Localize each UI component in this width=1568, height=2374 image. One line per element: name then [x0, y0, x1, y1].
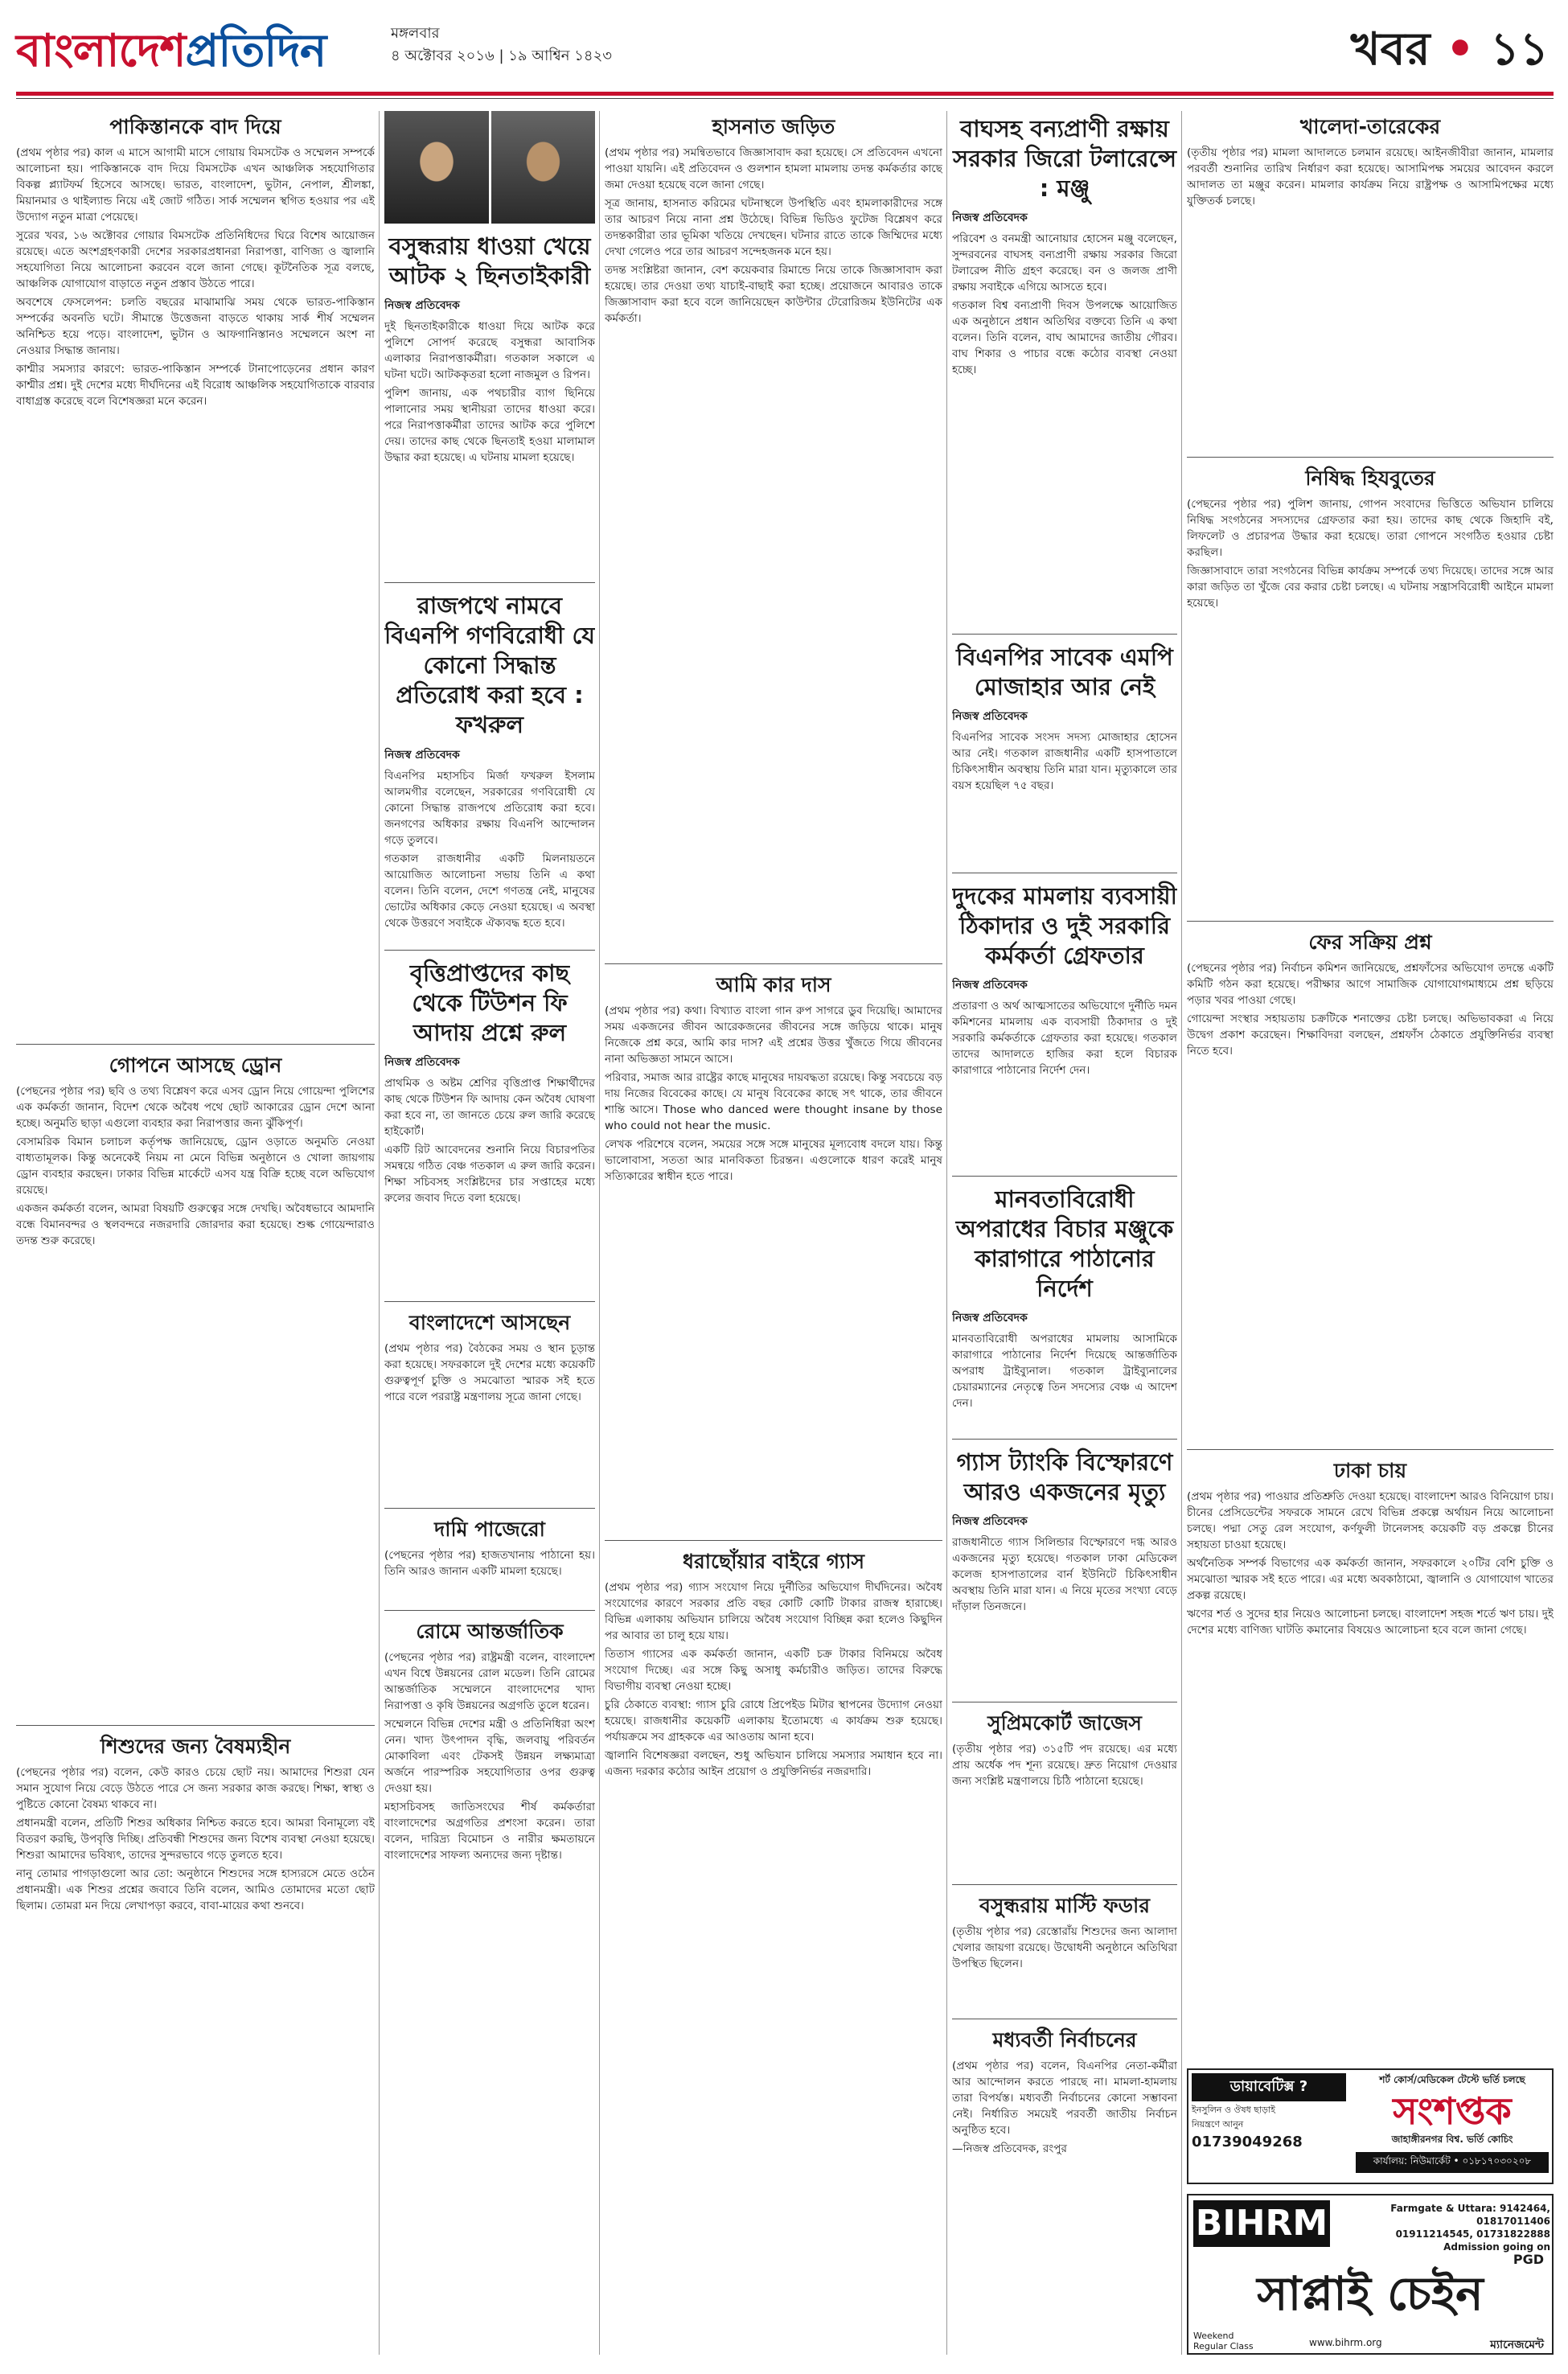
- article-paragraph: তদন্ত সংশ্লিষ্টরা জানান, বেশ কয়েকবার রিমান্ডে নিয়ে তাকে জিজ্ঞাসাবাদ করা হয়েছে। তার দেওয়া তথ্য যাচাই-বাছাই করা হচ্ছে। প্রয়োজনে আবারও তাকে জিজ্ঞাসাবাদ করা হবে বলে জানিয়েছেন কাউন্টার টেরোরিজম ইউনিটের এক কর্মকর্তা।: [605, 264, 942, 325]
- logo-text-part2: প্রতিদিন: [185, 25, 326, 77]
- article-body: [1187, 496, 1554, 611]
- article-paragraph: অবশেষে ফেসলেপন: চলতি বছরের মাঝামাঝি সময় থেকে ভারত-পাকিস্তান সম্পর্কের অবনতি ঘটে। সীমান্তে উত্তেজনা বাড়তে থাকায় সার্ক শীর্ষ সম্মেলন অনিশ্চিত হয়ে পড়ে। বাংলাদেশ, ভুটান ও আফগানিস্তানও সম্মেলনে অংশ না নেওয়ার সিদ্ধান্ত জানায়।: [16, 296, 375, 357]
- article-headline[interactable]: ঢাকা চায়: [1333, 1459, 1407, 1482]
- article-headline[interactable]: শিশুদের জন্য বৈষম্যহীন: [100, 1735, 291, 1758]
- article-tuition[interactable]: [384, 955, 595, 1293]
- ad-diabetes-phone[interactable]: 01739049268: [1192, 2134, 1303, 2150]
- article-body: [384, 1075, 595, 1206]
- article-paragraph: সম্মেলনে বিভিন্ন দেশের মন্ত্রী ও প্রতিনিধিরা অংশ নেন। খাদ্য উৎপাদন বৃদ্ধি, জলবায়ু পরিবর্তন মোকাবিলা এবং টেকসই উন্নয়ন লক্ষ্যমাত্রা অর্জনে পারস্পরিক সহযোগিতার ওপর গুরুত্ব দেওয়া হয়।: [384, 1718, 595, 1795]
- article-paragraph: প্রাথমিক ও অষ্টম শ্রেণির বৃত্তিপ্রাপ্ত শিক্ষার্থীদের কাছ থেকে টিউশন ফি আদায় কেন অবৈধ ঘোষণা করা হবে না, তা জানতে চেয়ে রুল জারি করেছে হাইকোর্ট।: [384, 1077, 595, 1139]
- article-body: [952, 998, 1177, 1078]
- article-bnp[interactable]: [384, 588, 595, 942]
- article-headline[interactable]: বিএনপির সাবেক এমপি মোজাহার আর নেই: [956, 643, 1173, 701]
- article-body: [605, 1579, 942, 1780]
- article-separator: [605, 1540, 942, 1541]
- section-label: [1351, 14, 1549, 90]
- ad-diabetes-panel: [1188, 2070, 1349, 2183]
- article-paragraph: (তৃতীয় পৃষ্ঠার পর) রেস্তোরাঁয় শিশুদের জন্য আলাদা খেলার জায়গা রয়েছে। উদ্বোধনী অনুষ্ঠানে অতিথিরা উপস্থিত ছিলেন।: [952, 1925, 1177, 1970]
- article-paragraph: গতকাল বিশ্ব বন্যপ্রাণী দিবস উপলক্ষে আয়োজিত এক অনুষ্ঠানে প্রধান অতিথির বক্তব্যে তিনি এ কথা বলেন। তিনি বলেন, বাঘ আমাদের জাতীয় গৌরব। বাঘ শিকার ও পাচার বন্ধে কঠোর ব্যবস্থা নেওয়া হচ্ছে।: [952, 299, 1177, 377]
- article-headline[interactable]: গ্যাস ট্যাংকি বিস্ফোরণে আরও একজনের মৃত্যু: [956, 1448, 1173, 1506]
- article-body: [1187, 960, 1554, 1059]
- article-headline[interactable]: সুপ্রিমকোর্ট জাজেস: [987, 1711, 1142, 1735]
- article-headline[interactable]: দুদকের মামলায় ব্যবসায়ী ঠিকাদার ও দুই সরকারি কর্মকর্তা গ্রেফতার: [952, 882, 1177, 970]
- article-body: [384, 1547, 595, 1579]
- column-3: [605, 111, 942, 2355]
- article-byline: নিজস্ব প্রতিবেদক: [384, 1056, 460, 1070]
- column-5: [1187, 111, 1554, 2057]
- bullet-dot-icon: •: [1430, 23, 1491, 76]
- ad-bihrm-regular: Regular Class: [1193, 2341, 1254, 2351]
- article-paragraph: (পেছনের পৃষ্ঠার পর) বলেন, কেউ কারও চেয়ে ছোট নয়। আমাদের শিশুরা যেন সমান সুযোগ নিয়ে বেড়ে উঠতে পারে সে জন্য সরকার কাজ করছে। শিক্ষা, স্বাস্থ্য ও পুষ্টিতে কোনো বৈষম্য থাকবে না।: [16, 1766, 375, 1811]
- article-paragraph: (তৃতীয় পৃষ্ঠার পর) ৩১৫টি পদ রয়েছে। এর মধ্যে প্রায় অর্ধেক পদ শূন্য রয়েছে। দ্রুত নিয়োগ দেওয়ার জন্য সংশ্লিষ্ট মন্ত্রণালয়ে চিঠি পাঠানো হয়েছে।: [952, 1743, 1177, 1788]
- article-paragraph: চুরি ঠেকাতে ব্যবস্থা: গ্যাস চুরি রোধে প্রিপেইড মিটার স্থাপনের উদ্যোগ নেওয়া হয়েছে। রাজধানীর কয়েকটি এলাকায় ইতোমধ্যে এ কার্যক্রম শুরু হয়েছে। পর্যায়ক্রমে সব গ্রাহককে এর আওতায় আনা হবে।: [605, 1698, 942, 1744]
- article-paragraph: পুলিশ জানায়, এক পথচারীর ব্যাগ ছিনিয়ে পালানোর সময় স্থানীয়রা তাদের ধাওয়া করে। পরে নিরাপত্তাকর্মীরা তাদের আটক করে পুলিশে দেয়। তাদের কাছ থেকে ছিনতাই হওয়া মালামাল উদ্ধার করা হয়েছে। এ ঘটনায় মামলা হয়েছে।: [384, 387, 595, 465]
- masthead-rule: [16, 92, 1554, 96]
- suspect-photo-1: [384, 111, 489, 224]
- article-paragraph: বিএনপির মহাসচিব মির্জা ফখরুল ইসলাম আলমগীর বলেছেন, সরকারের গণবিরোধী যে কোনো সিদ্ধান্ত রাজপথে প্রতিরোধ করা হবে। জনগণের অধিকার রক্ষায় বিএনপি আন্দোলন গড়ে তুলবে।: [384, 769, 595, 847]
- article-headline[interactable]: ফের সক্রিয় প্রশ্ন: [1308, 930, 1432, 954]
- article-headline[interactable]: ধরাছোঁয়ার বাইরে গ্যাস: [683, 1550, 864, 1573]
- article-paragraph: প্রতারণা ও অর্থ আত্মসাতের অভিযোগে দুর্নীতি দমন কমিশনের মামলায় এক ব্যবসায়ী ঠিকাদার ও দুই সরকারি কর্মকর্তাকে গ্রেফতার করা হয়েছে। গতকাল তাদের আদালতে হাজির করা হলে বিচারক কারাগারে পাঠানোর নির্দেশ দেন।: [952, 1000, 1177, 1078]
- article-drone[interactable]: [16, 1049, 375, 1717]
- article-headline[interactable]: রোমে আন্তর্জাতিক: [416, 1620, 564, 1643]
- article-body: [605, 1003, 942, 1185]
- article-paragraph: (পেছনের পৃষ্ঠার পর) পুলিশ জানায়, গোপন সংবাদের ভিত্তিতে অভিযান চালিয়ে নিষিদ্ধ সংগঠনের সদস্যদের গ্রেফতার করা হয়। তাদের কাছ থেকে জিহাদি বই, লিফলেট ও প্রচারপত্র উদ্ধার করা হয়েছে। তারা গোপনে সংগঠিত হওয়ার চেষ্টা করছিল।: [1187, 498, 1554, 559]
- article-byline: নিজস্ব প্রতিবেদক: [952, 979, 1028, 992]
- column-divider: [379, 111, 380, 2355]
- article-paragraph: (পেছনের পৃষ্ঠার পর) হাজতখানায় পাঠানো হয়। তিনি আরও জানান একটি মামলা হয়েছে।: [384, 1549, 595, 1578]
- article-pajero[interactable]: [384, 1514, 595, 1602]
- article-paragraph: বিএনপির সাবেক সংসদ সদস্য মোজাহার হোসেন আর নেই। গতকাল রাজধানীর একটি হাসপাতালে চিকিৎসাধীন অবস্থায় তিনি মারা যান। মৃত্যুকালে তার বয়স হয়েছিল ৭৫ বছর।: [952, 731, 1177, 793]
- article-paragraph: (প্রথম পৃষ্ঠার পর) বৈঠকের সময় ও স্থান চূড়ান্ত করা হয়েছে। সফরকালে দুই দেশের মধ্যে কয়েকটি গুরুত্বপূর্ণ চুক্তি ও সমঝোতা স্মারক সই হতে পারে বলে পররাষ্ট্র মন্ত্রণালয় সূত্রে জানা গেছে।: [384, 1342, 595, 1403]
- ad-bihrm-addr1: Farmgate & Uttara: 9142464, 01817011406: [1390, 2203, 1550, 2227]
- article-whose[interactable]: [605, 969, 942, 1532]
- article-body: [384, 768, 595, 931]
- column-divider: [599, 111, 600, 2355]
- article-war[interactable]: [952, 1181, 1177, 1431]
- suspect-photo-2: [489, 111, 596, 224]
- article-body: [952, 1534, 1177, 1615]
- column-divider: [946, 111, 947, 2355]
- article-headline[interactable]: রাজপথে নামবে বিএনপি গণবিরোধী যে কোনো সিদ্ধান্ত প্রতিরোধ করা হবে : ফখরুল: [384, 592, 595, 739]
- article-headline[interactable]: নিষিদ্ধ হিযবুতের: [1305, 466, 1435, 490]
- article-byline: নিজস্ব প্রতিবেদক: [952, 710, 1028, 724]
- article-pakistan[interactable]: [16, 111, 375, 1036]
- article-body: [952, 729, 1177, 794]
- article-body: [16, 1083, 375, 1249]
- article-paragraph: —নিজস্ব প্রতিবেদক, রংপুর: [952, 2142, 1067, 2155]
- article-paragraph: মানবতাবিরোধী অপরাধের মামলায় আসামিকে কারাগারে পাঠানোর নির্দেশ দিয়েছে আন্তর্জাতিক অপরাধ ট্রাইব্যুনাল। গতকাল ট্রাইব্যুনালের চেয়ারম্যানের নেতৃত্বে তিন সদস্যের বেঞ্চ এ আদেশ দেন।: [952, 1333, 1177, 1411]
- ad-bihrm-course: সাপ্লাই চেইন: [1257, 2266, 1484, 2321]
- article-paragraph: বেসামরিক বিমান চলাচল কর্তৃপক্ষ জানিয়েছে, ড্রোন ওড়াতে অনুমতি নেওয়া বাধ্যতামূলক। কিন্তু অনেকেই নিয়ম না মেনে বিভিন্ন অনুষ্ঠানে ও খোলা জায়গায় ড্রোন ব্যবহার করছেন। ঢাকার বিভিন্ন মার্কেটে এসব যন্ত্র বিক্রি হচ্ছে বলে অভিযোগ রয়েছে।: [16, 1136, 375, 1197]
- article-rome[interactable]: [384, 1616, 595, 1994]
- article-judges[interactable]: [952, 1707, 1177, 1876]
- article-dhaka[interactable]: [1187, 1455, 1554, 2050]
- article-body: [605, 145, 942, 327]
- article-headline[interactable]: খালেদা-তারেকের: [1299, 115, 1441, 138]
- article-paragraph: গতকাল রাজধানীর একটি মিলনায়তনে আয়োজিত আলোচনা সভায় তিনি এ কথা বলেন। তিনি বলেন, দেশে গণতন্ত্র নেই, মানুষের ভোটের অধিকার কেড়ে নেওয়া হয়েছে। এ অবস্থা থেকে উত্তরণে সবাইকে ঐক্যবদ্ধ হতে হবে।: [384, 852, 595, 930]
- article-headline[interactable]: বৃত্তিপ্রাপ্তদের কাছ থেকে টিউশন ফি আদায় প্রশ্নে রুল: [409, 959, 570, 1047]
- section-name: খবর: [1350, 23, 1430, 76]
- page-number: ১১: [1490, 23, 1549, 76]
- article-hasnat[interactable]: [605, 111, 942, 955]
- ad-coaching-panel: [1353, 2070, 1552, 2183]
- issue-full-date: ৪ অক্টোবর ২০১৬ | ১৯ আশ্বিন ১৪২৩: [391, 47, 612, 64]
- advertisement-bihrm[interactable]: [1187, 2194, 1554, 2355]
- ad-bihrm-pgd: PGD: [1513, 2252, 1544, 2267]
- issue-day: মঙ্গলবার: [391, 25, 440, 42]
- article-paragraph: জ্বালানি বিশেষজ্ঞরা বলছেন, শুধু অভিযান চালিয়ে সমস্যার সমাধান হবে না। এজন্য দরকার কঠোর আইন প্রয়োগ ও প্রযুক্তিনির্ভর নজরদারি।: [605, 1749, 942, 1778]
- masthead-rule-thin: [16, 98, 1554, 99]
- article-paragraph: মহাসচিবসহ জাতিসংঘের শীর্ষ কর্মকর্তারা বাংলাদেশের অগ্রগতির প্রশংসা করেন। তারা বলেন, দারিদ্র্য বিমোচন ও নারীর ক্ষমতায়নে বাংলাদেশের সাফল্য অন্যদের জন্য দৃষ্টান্ত।: [384, 1801, 595, 1862]
- article-body: [384, 318, 595, 466]
- article-paragraph: পরিবার, সমাজ আর রাষ্ট্রের কাছে মানুষের দায়বদ্ধতা রয়েছে। কিন্তু সবচেয়ে বড় দায় নিজের বিবেকের কাছে। যে মানুষ বিবেকের কাছে সৎ থাকে, তার জীবনে শান্তি আসে। Those who danced were thought insane by those who could not hear the music.: [605, 1071, 942, 1132]
- article-separator: [16, 1725, 375, 1726]
- article-body: [1187, 1489, 1554, 1638]
- article-exmp[interactable]: [952, 639, 1177, 865]
- ad-coaching-contact[interactable]: কার্যালয়: নিউমার্কেট • ০১৮১৭০৩০২০৮: [1356, 2152, 1549, 2173]
- article-body: [952, 1331, 1177, 1411]
- article-paragraph: সূত্র জানায়, হাসনাত করিমের ঘটনাস্থলে উপস্থিতি এবং হামলাকারীদের সঙ্গে তার আচরণ নিয়ে নানা প্রশ্ন উঠেছে। বিভিন্ন ভিডিও ফুটেজ বিশ্লেষণ করে তদন্তকারীরা তার ভূমিকা খতিয়ে দেখছেন। ঘটনার রাতে তাকে জিম্মিদের মধ্যে দেখা গেলেও পরে তার আচরণ সন্দেহজনক মনে হয়।: [605, 197, 942, 258]
- article-paragraph: জিজ্ঞাসাবাদে তারা সংগঠনের বিভিন্ন কার্যক্রম সম্পর্কে তথ্য দিয়েছে। তাদের সঙ্গে আর কারা জড়িত তা খুঁজে বের করার চেষ্টা চলছে। এ ঘটনায় সন্ত্রাসবিরোধী আইনে মামলা হয়েছে।: [1187, 565, 1554, 610]
- article-headline[interactable]: দামি পাজেরো: [434, 1518, 545, 1541]
- article-headline[interactable]: আমি কার দাস: [716, 973, 831, 996]
- article-muster[interactable]: [952, 1890, 1177, 2011]
- column-4: [952, 111, 1177, 2355]
- article-paragraph: দুই ছিনতাইকারীকে ধাওয়া দিয়ে আটক করে পুলিশে সোপর্দ করেছে বসুন্ধরা আবাসিক এলাকার নিরাপত্তাকর্মীরা। গতকাল সকালে এ ঘটনা ঘটে। আটককৃতরা হলো নাজমুল ও রিপন।: [384, 320, 595, 382]
- article-paragraph: ঋণের শর্ত ও সুদের হার নিয়েও আলোচনা চলছে। বাংলাদেশ সহজ শর্তে ঋণ চায়। দুই দেশের মধ্যে বাণিজ্য ঘাটতি কমানোর বিষয়েও আলোচনা হবে বলে জানা গেছে।: [1187, 1608, 1554, 1637]
- article-paragraph: (পেছনের পৃষ্ঠার পর) ছবি ও তথ্য বিশ্লেষণ করে এসব ড্রোন নিয়ে গোয়েন্দা পুলিশের এক কর্মকর্তা জানান, বিদেশ থেকে অবৈধ পথে ছোট আকারের ড্রোন দেশে আনা হচ্ছে। অনুমতি ছাড়া এগুলো ব্যবহার করা নিরাপত্তার জন্য ঝুঁকিপূর্ণ।: [16, 1085, 375, 1130]
- article-body: [384, 1341, 595, 1405]
- ad-bihrm-addr3: Admission going on: [1443, 2241, 1550, 2253]
- article-paragraph: (প্রথম পৃষ্ঠার পর) কথা। বিখ্যাত বাংলা গান রুপ সাগরে ডুব দিয়েছি। আমাদের সময় একজনের জীবন আরেকজনের জীবনের সঙ্গে জড়িয়ে থাকে। মানুষ নিজেকে প্রশ্ন করে, আমি কার দাস? এই প্রশ্নের উত্তর খুঁজতে গিয়ে জীবনের নানা অভিজ্ঞতা সামনে আসে।: [605, 1004, 942, 1066]
- article-group[interactable]: [1187, 926, 1554, 1441]
- article-headline[interactable]: বাংলাদেশে আসছেন: [408, 1311, 571, 1334]
- article-children[interactable]: [16, 1731, 375, 2350]
- article-paragraph: পরিবেশ ও বনমন্ত্রী আনোয়ার হোসেন মঞ্জু বলেছেন, সুন্দরবনের বাঘসহ বন্যপ্রাণী রক্ষায় সরকার জিরো টলারেন্স নীতি গ্রহণ করেছে। বন ও জলজ প্রাণী রক্ষায় সবাইকে এগিয়ে আসতে হবে।: [952, 232, 1177, 294]
- ad-diabetes-tag: ডায়াবেটিক্স ?: [1192, 2073, 1346, 2101]
- article-paragraph: অর্থনৈতিক সম্পর্ক বিভাগের এক কর্মকর্তা জানান, সফরকালে ২০টির বেশি চুক্তি ও সমঝোতা স্মারক সই হতে পারে। এর মধ্যে অবকাঠামো, জ্বালানি ও যোগাযোগ খাতের প্রকল্প রয়েছে।: [1187, 1557, 1554, 1602]
- logo-text-part1: বাংলাদেশ: [16, 25, 186, 77]
- article-byline: নিজস্ব প্রতিবেদক: [952, 1515, 1028, 1529]
- ad-coaching-brand: সংশপ্তক: [1393, 2089, 1512, 2133]
- ad-bihrm-url[interactable]: www.bihrm.org: [1309, 2337, 1382, 2348]
- article-corruption[interactable]: [952, 878, 1177, 1168]
- article-headline[interactable]: বসুন্ধরায় ধাওয়া খেয়ে আটক ২ ছিনতাইকারী: [388, 232, 591, 290]
- article-body: [16, 145, 375, 409]
- article-separator: [384, 1508, 595, 1509]
- article-headline[interactable]: পাকিস্তানকে বাদ দিয়ে: [109, 115, 281, 138]
- article-byline: নিজস্ব প্রতিবেদক: [384, 748, 460, 762]
- article-paragraph: (প্রথম পৃষ্ঠার পর) গ্যাস সংযোগ নিয়ে দুর্নীতির অভিযোগ দীর্ঘদিনের। অবৈধ সংযোগের কারণে সরকার প্রতি বছর কোটি কোটি টাকার রাজস্ব হারাচ্ছে। বিভিন্ন এলাকায় অভিযান চালিয়ে অবৈধ সংযোগ বিচ্ছিন্ন করা হলেও কিছুদিন পর আবার তা চালু হয়ে যায়।: [605, 1581, 942, 1642]
- article-tank[interactable]: [952, 1444, 1177, 1694]
- article-paragraph: (পেছনের পৃষ্ঠার পর) রাষ্ট্রমন্ত্রী বলেন, বাংলাদেশ এখন বিশ্বে উন্নয়নের রোল মডেল। তিনি রোমের আন্তর্জাতিক সম্মেলনে বাংলাদেশের খাদ্য নিরাপত্তা ও কৃষি উন্নয়নের অগ্রগতি তুলে ধরেন।: [384, 1651, 595, 1712]
- article-snatchers[interactable]: [384, 228, 595, 574]
- article-body: [952, 1924, 1177, 1972]
- article-body: [1187, 145, 1554, 209]
- article-gas[interactable]: [605, 1546, 942, 2350]
- ad-coaching-sub: জাহাঙ্গীরনগর বিশ্ব. ভর্তি কোচিং: [1391, 2134, 1513, 2145]
- article-separator: [16, 1044, 375, 1045]
- masthead: [16, 11, 1554, 101]
- article-paragraph: লেখক পরিশেষে বলেন, সময়ের সঙ্গে সঙ্গে মানুষের মূল্যবোধ বদলে যায়। কিন্তু ভালোবাসা, সততা আর মানবিকতা চিরন্তন। এগুলোকে ধারণ করেই মানুষ সত্যিকারের স্বাধীন হতে পারে।: [605, 1138, 942, 1183]
- article-paragraph: একটি রিট আবেদনের শুনানি নিয়ে বিচারপতির সমন্বয়ে গঠিত বেঞ্চ গতকাল এ রুল জারি করেন। শিক্ষা সচিবসহ সংশ্লিষ্টদের চার সপ্তাহের মধ্যে রুলের জবাব দিতে বলা হয়েছে।: [384, 1144, 595, 1205]
- article-paragraph: কাশ্মীর সমস্যার কারণে: ভারত-পাকিস্তান সম্পর্কে টানাপোড়েনের প্রধান কারণ কাশ্মীর প্রশ্ন। দুই দেশের মধ্যে দীর্ঘদিনের এই বিরোধ আঞ্চলিক সহযোগিতাকে বারবার বাধাগ্রস্ত করেছে বলে বিশেষজ্ঞরা মনে করেন।: [16, 363, 375, 408]
- article-curfew[interactable]: [1187, 462, 1554, 913]
- article-byline: নিজস্ব প্রতিবেদক: [384, 299, 460, 313]
- issue-date: [391, 23, 612, 68]
- article-khaleda[interactable]: [1187, 111, 1554, 449]
- newspaper-logo[interactable]: [16, 16, 326, 92]
- article-separator: [1187, 457, 1554, 458]
- ad-coaching-top: শর্ট কোর্স/মেডিকেল টেস্টে ভর্তি চলছে: [1379, 2074, 1525, 2085]
- ad-diabetes-line2: নিয়ন্ত্রণে আনুন: [1192, 2119, 1244, 2130]
- article-separator: [605, 963, 942, 964]
- article-headline[interactable]: মধ্যবর্তী নির্বাচনের: [992, 2028, 1137, 2052]
- article-headline[interactable]: হাসনাত জড়িত: [712, 115, 835, 138]
- column-2: [384, 111, 595, 2355]
- column-1: [16, 111, 375, 2355]
- ad-bihrm-address: [1336, 2202, 1550, 2253]
- article-paragraph: গোয়েন্দা সংস্থার সহায়তায় চক্রটিকে শনাক্তের চেষ্টা চলছে। অভিভাবকরা এ নিয়ে উদ্বেগ প্রকাশ করেছেন। শিক্ষাবিদরা বলছেন, প্রশ্নফাঁস ঠেকাতে প্রযুক্তিনির্ভর ব্যবস্থা নিতে হবে।: [1187, 1012, 1554, 1058]
- article-separator: [952, 1884, 1177, 1885]
- article-headline[interactable]: গোপনে আসছে ড্রোন: [109, 1054, 282, 1077]
- article-body: [952, 231, 1177, 378]
- ad-bihrm-management: ম্যানেজমেন্ট: [1490, 2339, 1544, 2351]
- article-separator: [384, 1610, 595, 1611]
- article-paragraph: (প্রথম পৃষ্ঠার পর) বলেন, বিএনপির নেতা-কর্মীরা আর আন্দোলন করতে পারছে না। মামলা-হামলায় তারা বিপর্যস্ত। মধ্যবর্তী নির্বাচনের কোনো সম্ভাবনা নেই। নির্ধারিত সময়েই পরবর্তী জাতীয় নির্বাচন অনুষ্ঠিত হবে।: [952, 2060, 1177, 2137]
- article-byline: নিজস্ব প্রতিবেদক: [952, 1312, 1028, 1325]
- article-separator: [1187, 1449, 1554, 1450]
- article-paragraph: (প্রথম পৃষ্ঠার পর) কাল এ মাসে আগামী মাসে গোয়ায় বিমসটেক ও সম্মেলন সম্পর্কে আলোচনা হয়। পাকিস্তানকে বাদ দিয়ে বিমসটেক এখন আঞ্চলিক সহযোগিতার বিকল্প প্ল্যাটফর্ম হিসেবে আসছে। ভারত, বাংলাদেশ, ভুটান, নেপাল, শ্রীলঙ্কা, মিয়ানমার ও থাইল্যান্ড নিয়ে এই জোট গঠিত। সার্ক সম্মেলন স্থগিত হওয়ার পর এই উদ্যোগ নতুন মাত্রা পেয়েছে।: [16, 146, 375, 224]
- article-body: [16, 1764, 375, 1914]
- ad-bihrm-logo: BIHRM: [1193, 2200, 1330, 2247]
- article-paragraph: নানু তোমার পাগড়াগুলো আর তো: অনুষ্ঠানে শিশুদের সঙ্গে হাস্যরসে মেতে ওঠেন প্রধানমন্ত্রী। এক শিশুর প্রশ্নের জবাবে তিনি বলেন, আমিও তোমাদের মতো ছোট ছিলাম। তোমরা মন দিয়ে লেখাপড়া করবে, বাবা-মায়ের কথা শুনবে।: [16, 1867, 375, 1912]
- article-paragraph: (প্রথম পৃষ্ঠার পর) পাওয়ার প্রতিশ্রুতি দেওয়া হয়েছে। বাংলাদেশ আরও বিনিয়োগ চায়। চীনের প্রেসিডেন্টের সফরকে সামনে রেখে বিভিন্ন প্রকল্পে অর্থায়ন নিয়ে আলোচনা চলছে। পদ্মা সেতু রেল সংযোগ, কর্ণফুলী টানেলসহ কয়েকটি বড় প্রকল্পে চীনের সহায়তা চাওয়া হয়েছে।: [1187, 1490, 1554, 1551]
- article-paragraph: তিতাস গ্যাসের এক কর্মকর্তা জানান, একটি চক্র টাকার বিনিময়ে অবৈধ সংযোগ দিচ্ছে। এর সঙ্গে কিছু অসাধু কর্মচারীও জড়িত। তাদের বিরুদ্ধে বিভাগীয় ব্যবস্থা নেওয়া হচ্ছে।: [605, 1648, 942, 1693]
- article-paragraph: প্রধানমন্ত্রী বলেন, প্রতিটি শিশুর অধিকার নিশ্চিত করতে হবে। আমরা বিনামূল্যে বই বিতরণ করছি, উপবৃত্তি দিচ্ছি। প্রতিবন্ধী শিশুদের জন্য বিশেষ ব্যবস্থা নেওয়া হয়েছে। শিশুরা আমাদের ভবিষ্যৎ, তাদের সুন্দরভাবে গড়ে তুলতে হবে।: [16, 1817, 375, 1862]
- article-paragraph: একজন কর্মকর্তা বলেন, আমরা বিষয়টি গুরুত্বের সঙ্গে দেখছি। অবৈধভাবে আমদানি বন্ধে বিমানবন্দর ও স্থলবন্দরে নজরদারি জোরদার করা হয়েছে। শুল্ক গোয়েন্দারাও তদন্ত শুরু করেছে।: [16, 1202, 375, 1247]
- article-paragraph: (তৃতীয় পৃষ্ঠার পর) মামলা আদালতে চলমান রয়েছে। আইনজীবীরা জানান, মামলার পরবর্তী শুনানির তারিখ নির্ধারণ করা হয়েছে। আসামিপক্ষ সময়ের আবেদন করলে আদালত তা মঞ্জুর করেন। মামলার কার্যক্রম নিয়ে রাষ্ট্রপক্ষ ও আসামিপক্ষের মধ্যে যুক্তিতর্ক চলছে।: [1187, 146, 1554, 207]
- article-separator: [952, 1176, 1177, 1177]
- article-byline: নিজস্ব প্রতিবেদক: [952, 212, 1028, 225]
- article-paragraph: সুরের খবর, ১৬ অক্টোবর গোয়ার বিমসটেক প্রতিনিধিদের ঘিরে বিশেষ আয়োজন রয়েছে। এতে অংশগ্রহণকারী দেশের সরকারপ্রধানরা নিরাপত্তা, বাণিজ্য ও জ্বালানি সহযোগিতা নিয়ে আলোচনা করবেন বলে জানা গেছে। কূটনৈতিক সূত্র বলছে, আঞ্চলিক যোগাযোগ বাড়াতে নতুন প্রস্তাব উঠতে পারে।: [16, 229, 375, 290]
- article-headline[interactable]: মানবতাবিরোধী অপরাধের বিচার মঞ্জুকে কারাগারে পাঠানোর নির্দেশ: [955, 1185, 1174, 1303]
- article-headline[interactable]: বসুন্ধরায় মাস্টি ফডার: [979, 1894, 1150, 1917]
- article-paragraph: (প্রথম পৃষ্ঠার পর) সমন্বিতভাবে জিজ্ঞাসাবাদ করা হয়েছে। সে প্রতিবেদন এখনো পাওয়া যায়নি। এই প্রতিবেদন ও গুলশান হামলা মামলায় তদন্ত কর্মকর্তার কাছে জমা দেওয়া হয়েছে বলে জানা গেছে।: [605, 146, 942, 191]
- article-separator: [1187, 921, 1554, 922]
- article-paragraph: (পেছনের পৃষ্ঠার পর) নির্বাচন কমিশন জানিয়েছে, প্রশ্নফাঁসের অভিযোগ তদন্তে একটি কমিটি গঠন করা হয়েছে। পরীক্ষার আগে সামাজিক যোগাযোগমাধ্যমে প্রশ্ন ছড়িয়ে পড়ার খবর পাওয়া গেছে।: [1187, 962, 1554, 1007]
- article-separator: [384, 950, 595, 951]
- article-separator: [384, 582, 595, 583]
- ad-bihrm-addr2: 01911214545, 01731822888: [1395, 2228, 1550, 2240]
- article-paragraph: রাজধানীতে গ্যাস সিলিন্ডার বিস্ফোরণে দগ্ধ আরও একজনের মৃত্যু হয়েছে। গতকাল ঢাকা মেডিকেল কলেজ হাসপাতালের বার্ন ইউনিটে চিকিৎসাধীন অবস্থায় তিনি মারা যান। এ নিয়ে মৃতের সংখ্যা বেড়ে দাঁড়াল তিনজনে।: [952, 1536, 1177, 1614]
- article-wildlife[interactable]: [952, 111, 1177, 626]
- article-separator: [384, 1301, 595, 1302]
- article-arriving[interactable]: [384, 1307, 595, 1500]
- article-body: [384, 1649, 595, 1863]
- article-body: [952, 1741, 1177, 1789]
- article-headline[interactable]: বাঘসহ বন্যপ্রাণী রক্ষায় সরকার জিরো টলারেন্সে : মঞ্জু: [952, 115, 1177, 203]
- ad-bihrm-schedule: [1193, 2331, 1254, 2351]
- suspects-photo: [384, 111, 595, 224]
- article-midterm[interactable]: [952, 2024, 1177, 2330]
- ad-diabetes-line1: ইনসুলিন ও ঔষধ ছাড়াই: [1192, 2105, 1275, 2115]
- article-separator: [952, 634, 1177, 635]
- advertisement-coaching[interactable]: [1187, 2068, 1554, 2184]
- column-divider: [1181, 111, 1182, 2355]
- article-separator: [952, 1439, 1177, 1440]
- ad-bihrm-weekend: Weekend: [1193, 2331, 1234, 2341]
- article-body: [952, 2058, 1177, 2157]
